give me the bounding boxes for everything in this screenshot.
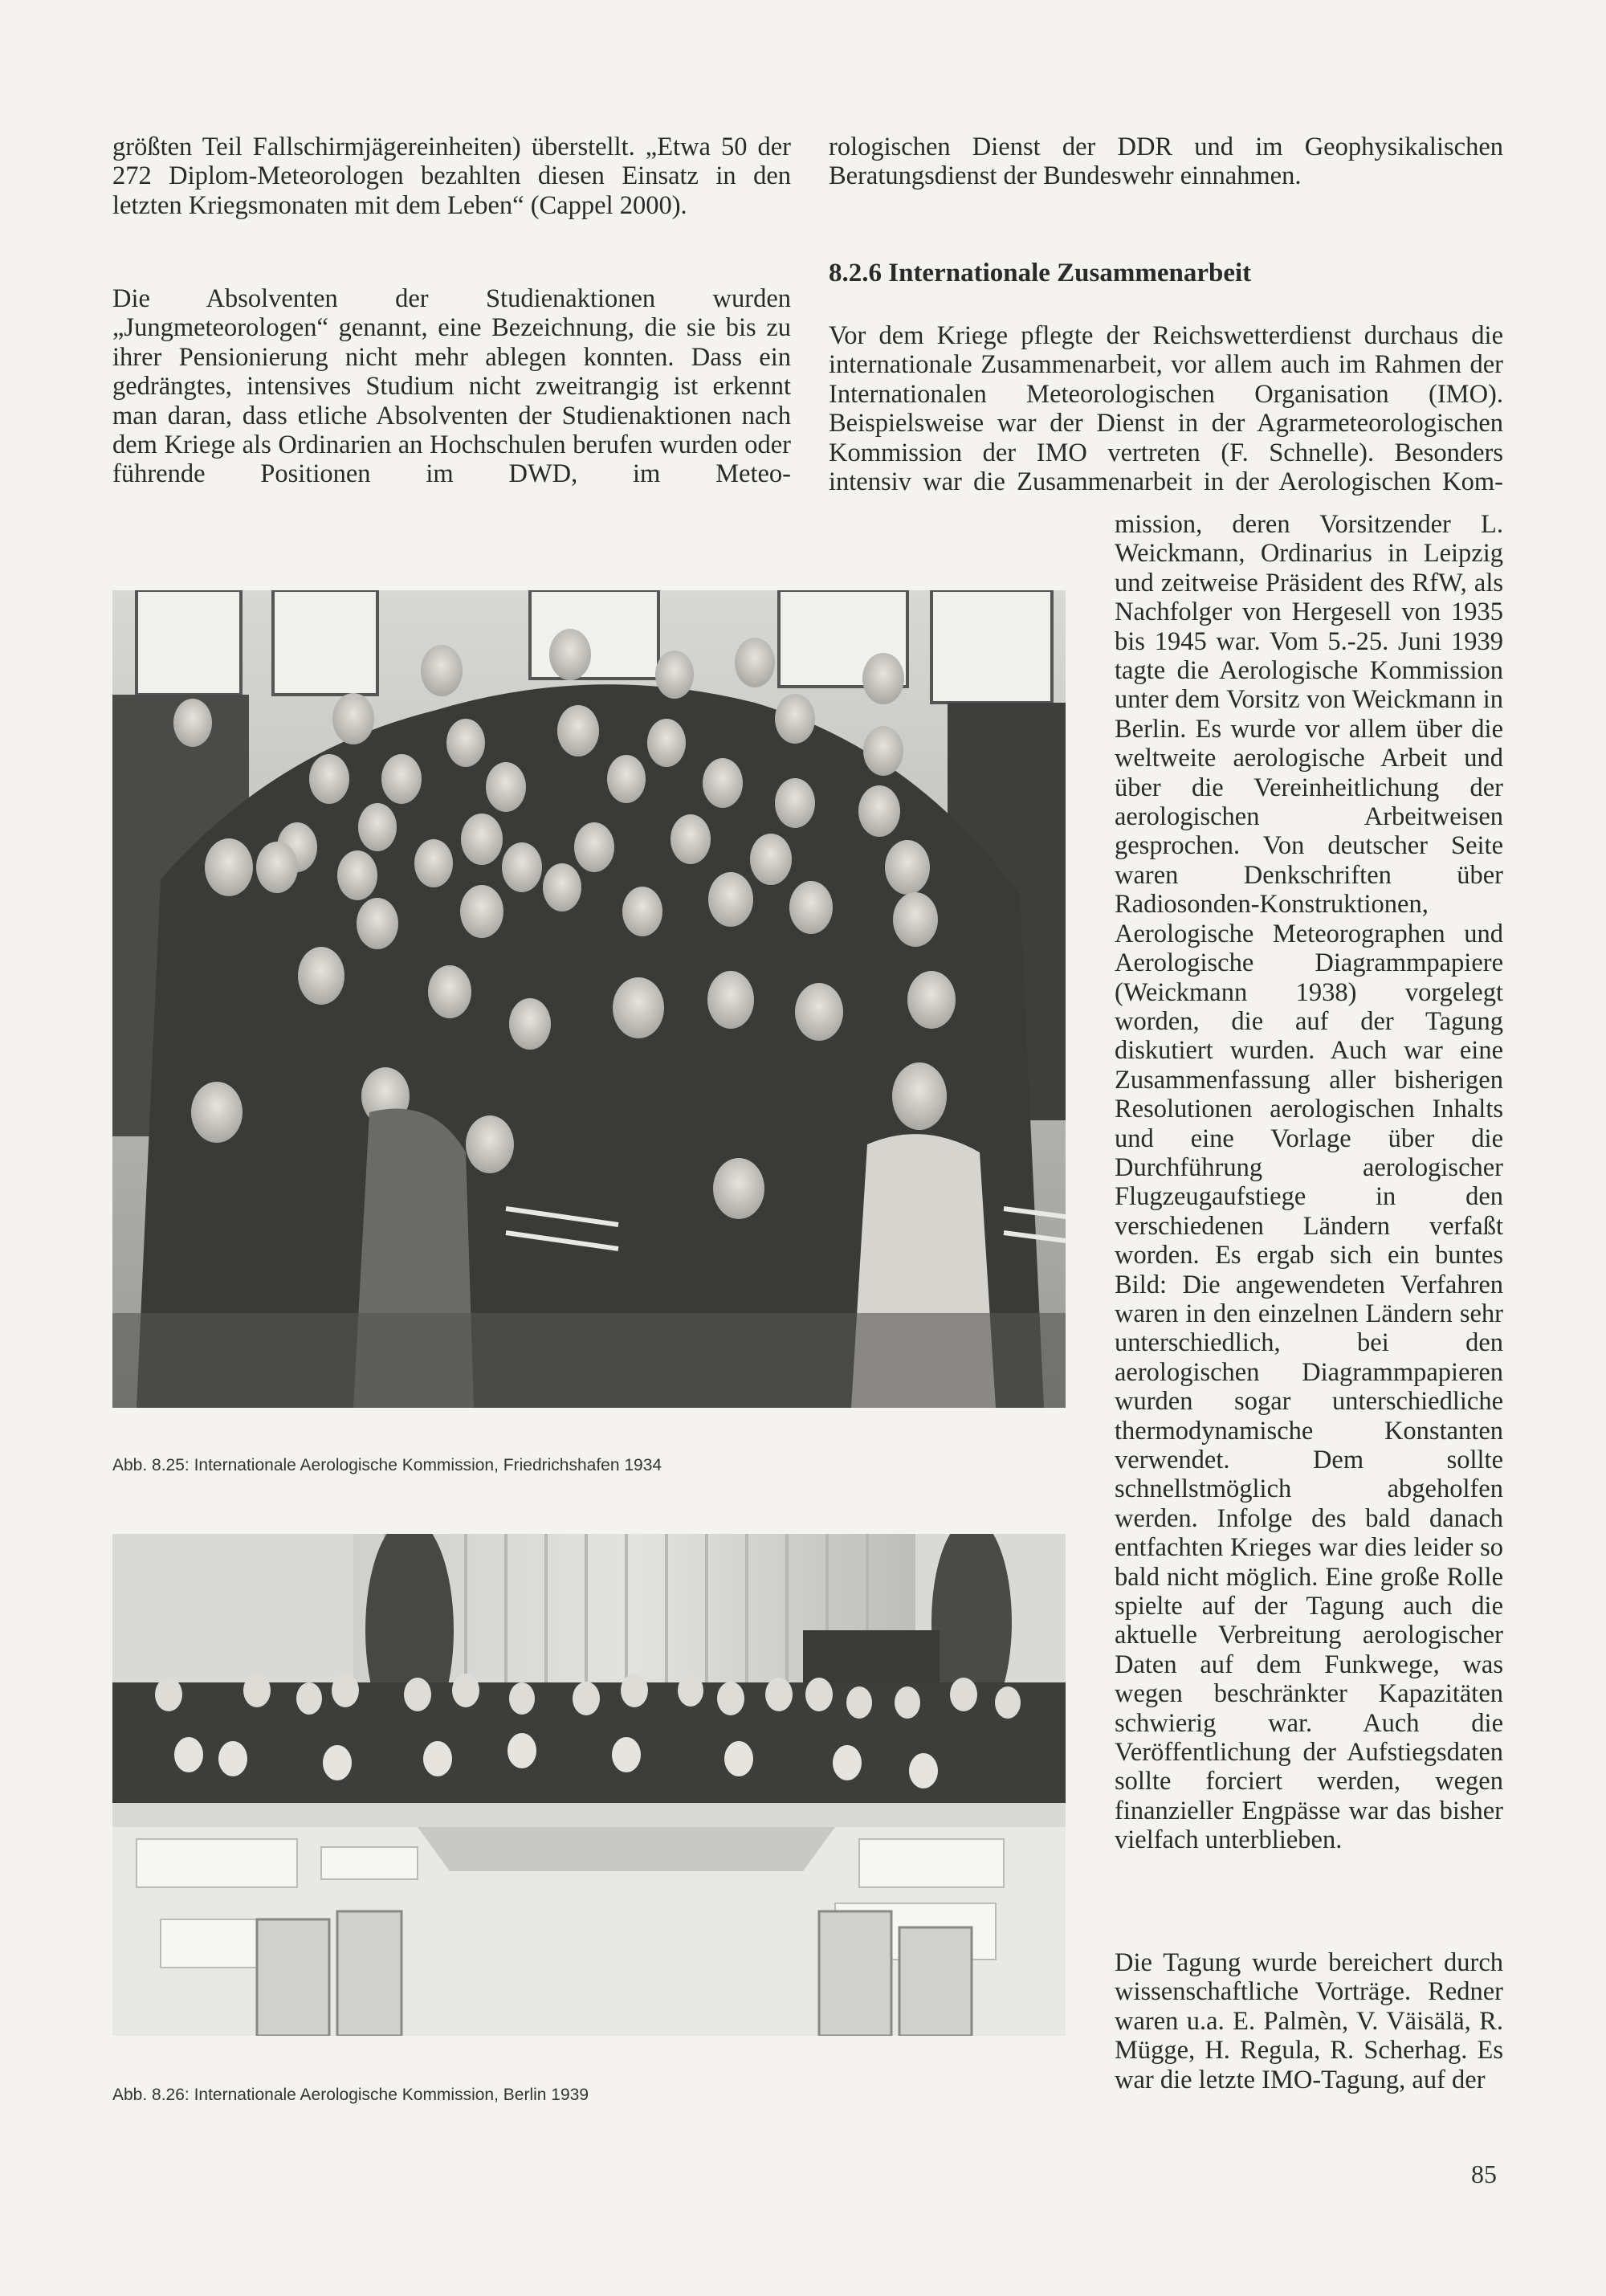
photo-friedrichshafen-1934: [112, 590, 1066, 1408]
right-paragraph-2-wide: Vor dem Kriege pflegte der Reichswetterdienst durchaus die internationale Zusammenarbeit, vor allem auch im Rahmen der Internationalen Meteorologischen Organisation (IMO). Beispielsweise war der Dienst in der Agrarmeteorologischen Kommission der IMO vertreten (F. Schnelle). Besonders intensiv war die Zusammenarbeit in der Aerologischen Kom-: [829, 321, 1503, 497]
page-number: 85: [1471, 2159, 1497, 2188]
left-paragraph-1: größten Teil Fallschirmjägereinheiten) überstellt. „Etwa 50 der 272 Diplom-Meteorologen bezahlten diesen Einsatz in den letzten Kriegsmonaten mit dem Leben“ (Cappel 2000).: [112, 133, 791, 220]
section-heading: 8.2.6 Internationale Zusammenarbeit: [829, 259, 1252, 288]
right-paragraph-1: rologischen Dienst der DDR und im Geophysikalischen Beratungsdienst der Bundeswehr einnahmen.: [829, 133, 1503, 191]
right-paragraph-2-narrow: mission, deren Vorsitzender L. Weickmann, Ordinarius in Leipzig und zeitweise Präsident des RfW, als Nachfolger von Hergesell von 1935 bis 1945 war. Vom 5.-25. Juni 1939 tagte die Aerologische Kommission unter dem Vorsitz von Weickmann in Berlin. Es wurde vor allem über die weltweite aerologische Arbeit und über die Vereinheitlichung der aerologischen Arbeitweisen gesprochen. Von deutscher Seite waren Denkschriften über Radiosonden-Konstruktionen, Aerologische Meteorographen und Aerologische Diagrammpapiere (Weickmann 1938) vorgelegt worden, die auf der Tagung diskutiert wurden. Auch war eine Zusammenfassung aller bisherigen Resolutionen aerologischen Inhalts und eine Vorlage über die Durchführung aerologischer Flugzeugaufstiege in den verschiedenen Ländern verfaßt worden. Es ergab sich ein buntes Bild: Die angewendeten Verfahren waren in den einzelnen Ländern sehr unterschiedlich, bei den aerologischen Diagrammpapieren wurden sogar unterschiedliche thermodynamische Konstanten verwendet. Dem sollte schnellstmöglich abgeholfen werden. Infolge des bald danach entfachten Krieges war dies leider so bald nicht möglich. Eine große Rolle spielte auf der Tagung auch die aktuelle Verbreitung aerologischer Daten auf dem Funkwege, was wegen beschränkter Kapazitäten schwierig war. Auch die Veröffentlichung der Aufstiegsdaten sollte forciert werden, wegen finanzieller Engpässe war das bisher vielfach unterblieben.: [1115, 510, 1503, 1855]
right-paragraph-3: Die Tagung wurde bereichert durch wissenschaftliche Vorträge. Redner waren u.a. E. Palmèn, V. Väisälä, R. Mügge, H. Regula, R. Scherhag. Es war die letzte IMO-Tagung, auf der: [1115, 1948, 1503, 2094]
photo-berlin-1939: [112, 1534, 1066, 2036]
figure-caption-8-25: Abb. 8.25: Internationale Aerologische Kommission, Friedrichshafen 1934: [112, 1456, 662, 1474]
left-paragraph-2: Die Absolventen der Studienaktionen wurden „Jungmeteorologen“ genannt, eine Bezeichnung, die sie bis zu ihrer Pensionierung nicht mehr ablegen konnten. Dass ein gedrängtes, intensives Studium nicht zweitrangig ist erkennt man daran, dass etliche Absolventen der Studienaktionen nach dem Kriege als Ordinarien an Hochschulen berufen wurden oder führende Positionen im DWD, im Meteo-: [112, 284, 791, 489]
figure-caption-8-26: Abb. 8.26: Internationale Aerologische Kommission, Berlin 1939: [112, 2086, 589, 2104]
